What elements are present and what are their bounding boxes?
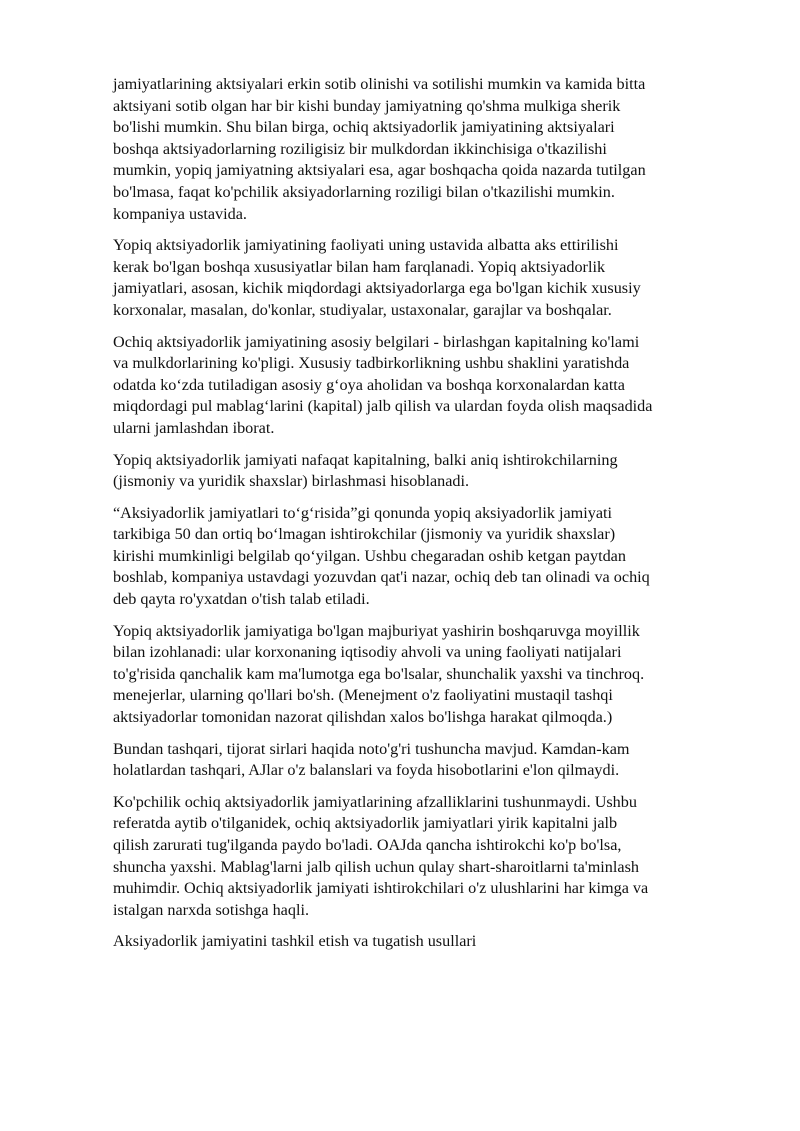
text-line: Yopiq aktsiyadorlik jamiyati nafaqat kapitalning, balki aniq ishtirokchilarning xyxy=(113,450,618,469)
text-line: shuncha yaxshi. Mablag'larni jalb qilish uchun qulay shart-sharoitlarni ta'minlash xyxy=(113,857,639,876)
text-line: deb qayta ro'yxatdan o'tish talab etiladi. xyxy=(113,590,370,609)
text-line: Ko'pchilik ochiq aktsiyadorlik jamiyatlarining afzalliklarini tushunmaydi. Ushbu xyxy=(113,792,637,811)
text-line: va mulkdorlarining ko'pligi. Xususiy tadbirkorlikning ushbu shaklini yaratishda xyxy=(113,354,630,373)
text-line: (jismoniy va yuridik shaxslar) birlashmasi hisoblanadi. xyxy=(113,472,470,491)
paragraph-5 xyxy=(113,503,745,611)
paragraph-2 xyxy=(113,235,745,321)
text-line: aktsiyani sotib olgan har bir kishi bunday jamiyatning qo'shma mulkiga sherik xyxy=(113,96,621,115)
text-line: Ochiq aktsiyadorlik jamiyatining asosiy belgilari - birlashgan kapitalning ko'lami xyxy=(113,332,640,351)
text-line: bo'lishi mumkin. Shu bilan birga, ochiq aktsiyadorlik jamiyatining aktsiyalari xyxy=(113,118,615,137)
text-line: to'g'risida qanchalik kam ma'lumotga ega bo'lsalar, shunchalik yaxshi va tinchroq. xyxy=(113,664,645,683)
text-line: kirishi mumkinligi belgilab qo‘yilgan. Ushbu chegaradan oshib ketgan paytdan xyxy=(113,546,626,565)
text-line: ularni jamlashdan iborat. xyxy=(113,418,275,437)
text-line: referatda aytib o'tilganidek, ochiq aktsiyadorlik jamiyatlari yirik kapitalni jalb xyxy=(113,814,618,833)
text-line: Yopiq aktsiyadorlik jamiyatiga bo'lgan majburiyat yashirin boshqaruvga moyillik xyxy=(113,621,640,640)
text-line: Aksiyadorlik jamiyatini tashkil etish va tugatish usullari xyxy=(113,932,477,951)
text-line: menejerlar, ularning qo'llari bo'sh. (Menejment o'z faoliyatini mustaqil tashqi xyxy=(113,686,613,705)
text-line: korxonalar, masalan, do'konlar, studiyalar, ustaxonalar, garajlar va boshqalar. xyxy=(113,300,612,319)
text-line: kerak bo'lgan boshqa xususiyatlar bilan ham farqlanadi. Yopiq aktsiyadorlik xyxy=(113,257,606,276)
text-line: jamiyatlarining aktsiyalari erkin sotib olinishi va sotilishi mumkin va kamida bitta xyxy=(113,75,646,93)
paragraph-7 xyxy=(113,739,745,782)
text-line: bilan izohlanadi: ular korxonaning iqtisodiy ahvoli va uning faoliyati natijalari xyxy=(113,643,622,662)
paragraph-4 xyxy=(113,450,745,493)
text-line: istalgan narxda sotishga haqli. xyxy=(113,900,310,919)
section-heading xyxy=(113,931,745,953)
text-line: kompaniya ustavida. xyxy=(113,204,247,223)
document-page xyxy=(113,74,745,963)
text-line: boshqa aktsiyadorlarning roziligisiz bir mulkdordan ikkinchisiga o'tkazilishi xyxy=(113,139,607,158)
text-line: bo'lmasa, faqat ko'pchilik aksiyadorlarning roziligi bilan o'tkazilishi mumkin. xyxy=(113,182,615,201)
text-line: muhimdir. Ochiq aktsiyadorlik jamiyati ishtirokchilari o'z ulushlarini har kimga va xyxy=(113,879,649,898)
text-line: jamiyatlari, asosan, kichik miqdordagi aktsiyadorlarga ega bo'lgan kichik xususiy xyxy=(113,279,641,298)
text-line: odatda ko‘zda tutiladigan asosiy g‘oya aholidan va boshqa korxonalardan katta xyxy=(113,375,625,394)
text-line: qilish zarurati tug'ilganda paydo bo'ladi. OAJda qancha ishtirokchi ko'p bo'lsa, xyxy=(113,836,622,854)
text-line: Bundan tashqari, tijorat sirlari haqida noto'g'ri tushuncha mavjud. Kamdan-kam xyxy=(113,739,630,758)
paragraph-6 xyxy=(113,621,745,729)
text-line: boshlab, kompaniya ustavdagi yozuvdan qat'i nazar, ochiq deb tan olinadi va ochiq xyxy=(113,568,650,587)
text-line: Yopiq aktsiyadorlik jamiyatining faoliyati uning ustavida albatta aks ettirilishi xyxy=(113,236,619,255)
text-line: miqdordagi pul mablag‘larini (kapital) jalb qilish va ulardan foyda olish maqsadida xyxy=(113,397,653,416)
text-line: tarkibiga 50 dan ortiq bo‘lmagan ishtirokchilar (jismoniy va yuridik shaxslar) xyxy=(113,525,616,544)
text-line: “Aksiyadorlik jamiyatlari to‘g‘risida”gi qonunda yopiq aksiyadorlik jamiyati xyxy=(113,503,612,522)
paragraph-3 xyxy=(113,332,745,440)
text-line: mumkin, yopiq jamiyatning aktsiyalari esa, agar boshqacha qoida nazarda tutilgan xyxy=(113,161,646,180)
text-line: holatlardan tashqari, AJlar o'z balanslari va foyda hisobotlarini e'lon qilmaydi. xyxy=(113,761,620,780)
paragraph-1 xyxy=(113,74,745,225)
paragraph-8 xyxy=(113,792,745,922)
text-line: aktsiyadorlar tomonidan nazorat qilishdan xalos bo'lishga harakat qilmoqda.) xyxy=(113,708,613,727)
